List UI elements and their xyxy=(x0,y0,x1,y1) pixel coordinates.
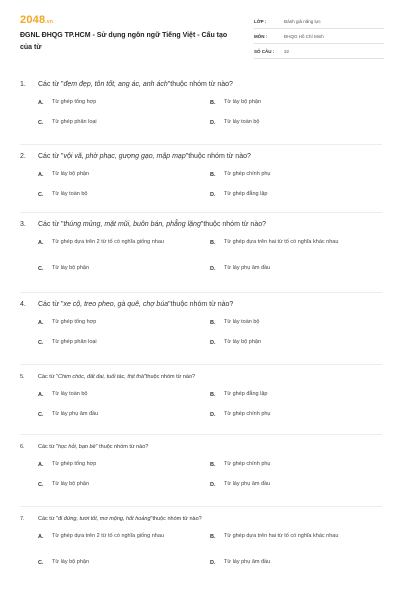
option-letter: C. xyxy=(38,411,44,418)
answer-option-c[interactable] xyxy=(38,118,192,127)
question-words: vội vã, phờ phạc, gượng gạo, mập mạp xyxy=(63,153,186,160)
answer-option-a[interactable] xyxy=(38,238,192,247)
option-text: Từ ghép tổng hợp xyxy=(52,461,97,467)
question-number: 1. xyxy=(20,81,26,88)
option-text: Từ láy bộ phận xyxy=(224,99,262,105)
question-suffix: "thuộc nhóm từ nào? xyxy=(167,81,233,88)
answer-option-a[interactable] xyxy=(38,98,192,107)
option-letter: D. xyxy=(210,559,216,566)
question-text xyxy=(38,442,382,452)
question-text xyxy=(38,372,382,382)
option-text: Từ ghép dựa trên hai từ tố có nghĩa khác nhau xyxy=(224,239,339,245)
question-suffix: "thuộc nhóm từ nào? xyxy=(150,516,202,522)
option-text: Từ ghép phân loại xyxy=(52,119,97,125)
question-prefix: Các từ " xyxy=(38,81,64,88)
answer-option-a[interactable] xyxy=(38,318,192,327)
meta-row-subject xyxy=(254,29,384,44)
option-letter: C. xyxy=(38,191,44,198)
question-item xyxy=(20,514,382,574)
question-words: xe cộ, treo pheo, gà quê, chợ búa xyxy=(63,301,169,308)
answer-option-d[interactable] xyxy=(210,338,364,347)
answer-option-b[interactable] xyxy=(210,390,364,399)
question-item xyxy=(20,300,382,352)
question-divider xyxy=(20,364,382,365)
question-divider xyxy=(20,292,382,293)
option-letter: D. xyxy=(210,411,216,418)
option-text: Từ ghép đẳng lập xyxy=(224,391,268,397)
question-prefix: Các từ " xyxy=(38,301,64,308)
question-divider xyxy=(20,144,382,145)
question-item xyxy=(20,220,382,280)
option-text: Từ láy bộ phận xyxy=(52,481,90,487)
page-title: ĐGNL ĐHQG TP.HCM - Sử dụng ngôn ngữ Tiếng Việt - Cấu tạo của từ xyxy=(20,32,228,51)
answer-option-b[interactable] xyxy=(210,460,364,469)
answer-options xyxy=(20,390,382,424)
option-text: Từ ghép chính phụ xyxy=(224,411,271,417)
option-text: Từ ghép chính phụ xyxy=(224,461,271,467)
answer-option-a[interactable] xyxy=(38,532,192,541)
question-number: 3. xyxy=(20,221,26,228)
question-words: đi đứng, tươi tốt, mơ mộng, hốt hoảng xyxy=(58,516,151,522)
answer-options xyxy=(20,532,382,574)
option-text: Từ láy toàn bộ xyxy=(52,191,88,197)
question-number: 6. xyxy=(20,444,25,450)
site-logo[interactable] xyxy=(20,14,53,26)
answer-option-d[interactable] xyxy=(210,480,364,489)
answer-option-c[interactable] xyxy=(38,480,192,489)
question-item xyxy=(20,372,382,424)
question-item xyxy=(20,152,382,204)
question-prefix: Các từ " xyxy=(38,374,58,380)
option-letter: A. xyxy=(38,533,44,540)
option-letter: A. xyxy=(38,99,44,106)
answer-option-d[interactable] xyxy=(210,190,364,199)
option-text: Từ ghép dựa trên 2 từ tố có nghĩa giống nhau xyxy=(52,533,164,539)
meta-table xyxy=(254,14,384,59)
answer-options xyxy=(20,98,382,132)
option-text: Từ ghép tổng hợp xyxy=(52,319,97,325)
option-letter: A. xyxy=(38,319,44,326)
option-text: Từ láy toàn bộ xyxy=(52,391,88,397)
option-text: Từ láy bộ phận xyxy=(52,171,90,177)
option-text: Từ ghép dựa trên 2 từ tố có nghĩa giống nhau xyxy=(52,239,164,245)
option-letter: B. xyxy=(210,391,216,398)
question-divider xyxy=(20,212,382,213)
option-text: Từ láy bộ phận xyxy=(52,265,90,271)
option-text: Từ láy phụ âm đầu xyxy=(52,411,99,417)
meta-label: SỐ CÂU : xyxy=(254,48,275,54)
option-letter: B. xyxy=(210,319,216,326)
meta-label: LỚP : xyxy=(254,18,267,24)
option-text: Từ ghép chính phụ xyxy=(224,171,271,177)
option-text: Từ láy bộ phận xyxy=(52,559,90,565)
option-letter: B. xyxy=(210,239,216,246)
option-letter: C. xyxy=(38,339,44,346)
question-text xyxy=(38,152,382,162)
option-letter: D. xyxy=(210,481,216,488)
page-header xyxy=(20,14,382,56)
answer-option-a[interactable] xyxy=(38,170,192,179)
question-words: Chim chóc, đất đai, tuổi tác, thịt thà xyxy=(58,374,144,380)
meta-value: 32 xyxy=(284,48,290,54)
option-letter: C. xyxy=(38,119,44,126)
answer-option-d[interactable] xyxy=(210,410,364,419)
question-divider xyxy=(20,434,382,435)
option-letter: D. xyxy=(210,339,216,346)
meta-row-class xyxy=(254,14,384,29)
question-suffix: "thuộc nhóm từ nào? xyxy=(143,374,196,380)
question-stem xyxy=(20,514,382,524)
answer-options xyxy=(20,238,382,280)
option-letter: D. xyxy=(210,191,216,198)
question-stem xyxy=(20,300,382,310)
option-text: Từ láy phụ âm đầu xyxy=(224,481,271,487)
question-number: 4. xyxy=(20,301,26,308)
question-number: 7. xyxy=(20,516,25,522)
question-prefix: Các từ " xyxy=(38,153,64,160)
answer-option-b[interactable] xyxy=(210,532,364,541)
question-suffix: "thuộc nhóm từ nào? xyxy=(168,301,234,308)
question-text xyxy=(38,300,382,310)
answer-option-c[interactable] xyxy=(38,410,192,419)
option-text: Từ láy bộ phận xyxy=(224,339,262,345)
answer-option-b[interactable] xyxy=(210,170,364,179)
option-letter: A. xyxy=(38,391,44,398)
answer-option-b[interactable] xyxy=(210,318,364,327)
option-text: Từ láy phụ âm đầu xyxy=(224,559,271,565)
meta-row-count xyxy=(254,44,384,59)
answer-option-c[interactable] xyxy=(38,558,192,567)
question-text xyxy=(38,80,382,90)
answer-option-d[interactable] xyxy=(210,264,364,273)
question-number: 5. xyxy=(20,374,25,380)
logo-main: 2048 xyxy=(20,14,46,26)
option-text: Từ ghép đẳng lập xyxy=(224,191,268,197)
question-words: thúng mủng, mặt mũi, buôn bán, phẳng lặng xyxy=(63,221,201,228)
answer-options xyxy=(20,460,382,494)
option-letter: B. xyxy=(210,171,216,178)
question-text xyxy=(38,220,382,230)
logo-suffix: .vn xyxy=(45,19,54,25)
option-letter: B. xyxy=(210,99,216,106)
answer-option-d[interactable] xyxy=(210,558,364,567)
question-item xyxy=(20,442,382,494)
option-text: Từ láy toàn bộ xyxy=(224,119,260,125)
question-stem xyxy=(20,220,382,230)
option-text: Từ láy toàn bộ xyxy=(224,319,260,325)
option-text: Từ láy phụ âm đầu xyxy=(224,265,271,271)
question-prefix: Các từ " xyxy=(38,444,58,450)
option-letter: C. xyxy=(38,481,44,488)
meta-value: Đánh giá năng lực xyxy=(284,18,321,24)
option-letter: A. xyxy=(38,239,44,246)
answer-option-b[interactable] xyxy=(210,238,364,247)
answer-option-a[interactable] xyxy=(38,390,192,399)
meta-label: MÔN : xyxy=(254,33,268,39)
answer-option-b[interactable] xyxy=(210,98,364,107)
option-letter: D. xyxy=(210,119,216,126)
answer-options xyxy=(20,318,382,352)
question-stem xyxy=(20,80,382,90)
option-letter: D. xyxy=(210,265,216,272)
meta-value: ĐHQG Hồ Chí Minh xyxy=(284,33,324,39)
question-stem xyxy=(20,372,382,382)
answer-option-c[interactable] xyxy=(38,190,192,199)
question-words: đẹm đẹp, tôn tốt, ang ác, anh ách xyxy=(63,81,168,88)
option-letter: A. xyxy=(38,171,44,178)
question-words: học hỏi, bạn bè xyxy=(58,444,96,450)
question-text xyxy=(38,514,382,524)
question-suffix: " thuộc nhóm từ nào? xyxy=(95,444,149,450)
question-suffix: "thuộc nhóm từ nào? xyxy=(200,221,267,228)
option-letter: B. xyxy=(210,461,216,468)
question-stem xyxy=(20,442,382,452)
answer-option-d[interactable] xyxy=(210,118,364,127)
option-text: Từ ghép tổng hợp xyxy=(52,99,97,105)
answer-options xyxy=(20,170,382,204)
answer-option-c[interactable] xyxy=(38,338,192,347)
answer-option-a[interactable] xyxy=(38,460,192,469)
question-prefix: Các từ " xyxy=(38,221,64,228)
question-suffix: "thuộc nhóm từ nào? xyxy=(185,153,251,160)
option-text: Từ ghép dựa trên hai từ tố có nghĩa khác nhau xyxy=(224,533,339,539)
option-letter: C. xyxy=(38,265,44,272)
option-letter: C. xyxy=(38,559,44,566)
question-prefix: Các từ " xyxy=(38,516,58,522)
option-letter: A. xyxy=(38,461,44,468)
question-number: 2. xyxy=(20,153,26,160)
question-item xyxy=(20,80,382,132)
question-divider xyxy=(20,506,382,507)
option-text: Từ ghép phân loại xyxy=(52,339,97,345)
question-stem xyxy=(20,152,382,162)
answer-option-c[interactable] xyxy=(38,264,192,273)
option-letter: B. xyxy=(210,533,216,540)
